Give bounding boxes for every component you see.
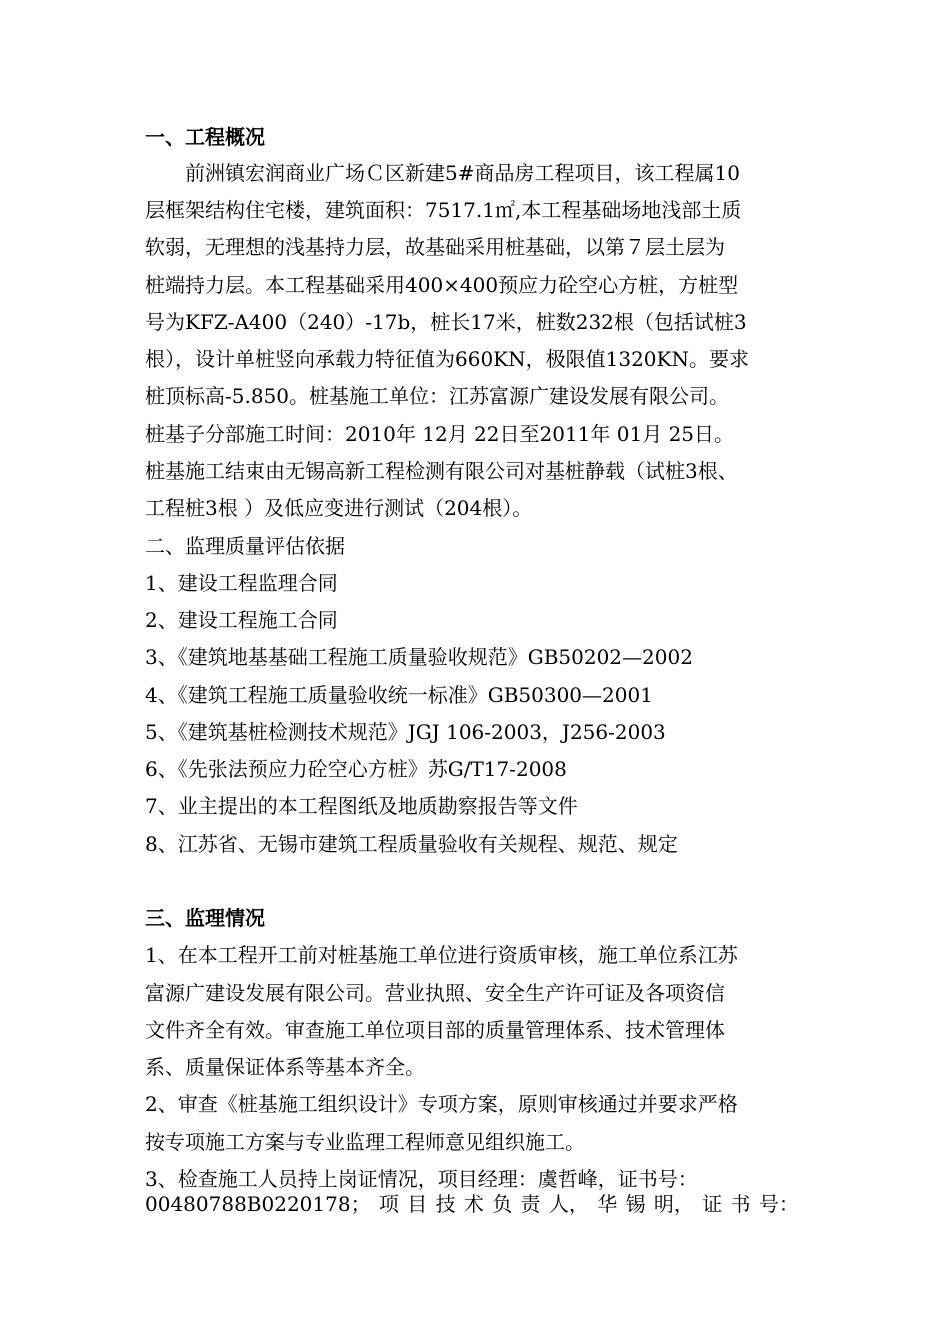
line-fragment: 人， [548, 1192, 589, 1216]
paragraph-line: 系、质量保证体系等基本齐全。 [145, 1055, 425, 1079]
paragraph-line: 桩基子分部施工时间：2010年 12月 22日至2011年 01月 25日。 [145, 422, 735, 446]
paragraph-line: 前洲镇宏润商业广场Ｃ区新建5#商品房工程项目，该工程属10 [185, 161, 740, 185]
paragraph-line: 层框架结构住宅楼，建筑面积：7517.1㎡,本工程基础场地浅部土质 [145, 198, 742, 222]
paragraph-line: 富源广建设发展有限公司。营业执照、安全生产许可证及各项资信 [145, 981, 725, 1005]
line-fragment: 00480788B0220178； [145, 1192, 371, 1216]
paragraph-line: 按专项施工方案与专业监理工程师意见组织施工。 [145, 1130, 585, 1154]
line-fragment: 责 [520, 1192, 541, 1216]
paragraph-line: 号为KFZ-A400（240）-17b，桩长17米，桩数232根（包括试桩3 [145, 310, 747, 334]
line-fragment: 华 [597, 1192, 618, 1216]
line-fragment: 负 [492, 1192, 513, 1216]
line-fragment: 证 [702, 1192, 723, 1216]
paragraph-line: 桩端持力层。本工程基础采用400×400预应力砼空心方桩，方桩型 [145, 273, 739, 297]
line-fragment: 号： [758, 1192, 799, 1216]
list-item: 7、业主提出的本工程图纸及地质勘察报告等文件 [145, 794, 578, 818]
section-1-heading: 一、工程概况 [145, 125, 265, 149]
paragraph-line: 3、检查施工人员持上岗证情况，项目经理：虞哲峰，证书号： [145, 1167, 698, 1191]
list-item: 3、《建筑地基基础工程施工质量验收规范》GB50202—2002 [145, 645, 693, 669]
paragraph-line-justified [145, 1192, 799, 1216]
list-item: 6、《先张法预应力砼空心方桩》苏G/T17-2008 [145, 757, 567, 781]
paragraph-line: 2、审查《桩基施工组织设计》专项方案，原则审核通过并要求严格 [145, 1092, 738, 1116]
line-fragment: 锡 [625, 1192, 646, 1216]
line-fragment: 书 [730, 1192, 751, 1216]
paragraph-line: 桩顶标高-5.850。桩基施工单位：江苏富源广建设发展有限公司。 [145, 384, 730, 408]
line-fragment: 术 [463, 1192, 484, 1216]
list-item: 1、建设工程监理合同 [145, 571, 338, 595]
paragraph-line: 文件齐全有效。审查施工单位项目部的质量管理体系、技术管理体 [145, 1018, 725, 1042]
section-3-heading: 三、监理情况 [145, 906, 265, 930]
list-item: 5、《建筑基桩检测技术规范》JGJ 106-2003，J256-2003 [145, 720, 666, 744]
line-fragment: 目 [407, 1192, 428, 1216]
section-2-heading: 二、监理质量评估依据 [145, 534, 345, 558]
paragraph-line: 1、在本工程开工前对桩基施工单位进行资质审核，施工单位系江苏 [145, 943, 738, 967]
paragraph-line: 桩基施工结束由无锡高新工程检测有限公司对基桩静载（试桩3根、 [145, 459, 738, 483]
line-fragment: 技 [435, 1192, 456, 1216]
list-item: 8、江苏省、无锡市建筑工程质量验收有关规程、规范、规定 [145, 832, 678, 856]
paragraph-line: 软弱，无理想的浅基持力层，故基础采用桩基础，以第７层土层为 [145, 235, 725, 259]
list-item: 2、建设工程施工合同 [145, 608, 338, 632]
paragraph-line: 根），设计单桩竖向承载力特征值为660KN，极限值1320KN。要求 [145, 347, 749, 371]
list-item: 4、《建筑工程施工质量验收统一标准》GB50300—2001 [145, 683, 653, 707]
paragraph-line: 工程桩3根 ）及低应变进行测试（204根）。 [145, 496, 533, 520]
line-fragment: 项 [378, 1192, 399, 1216]
line-fragment: 明， [653, 1192, 694, 1216]
